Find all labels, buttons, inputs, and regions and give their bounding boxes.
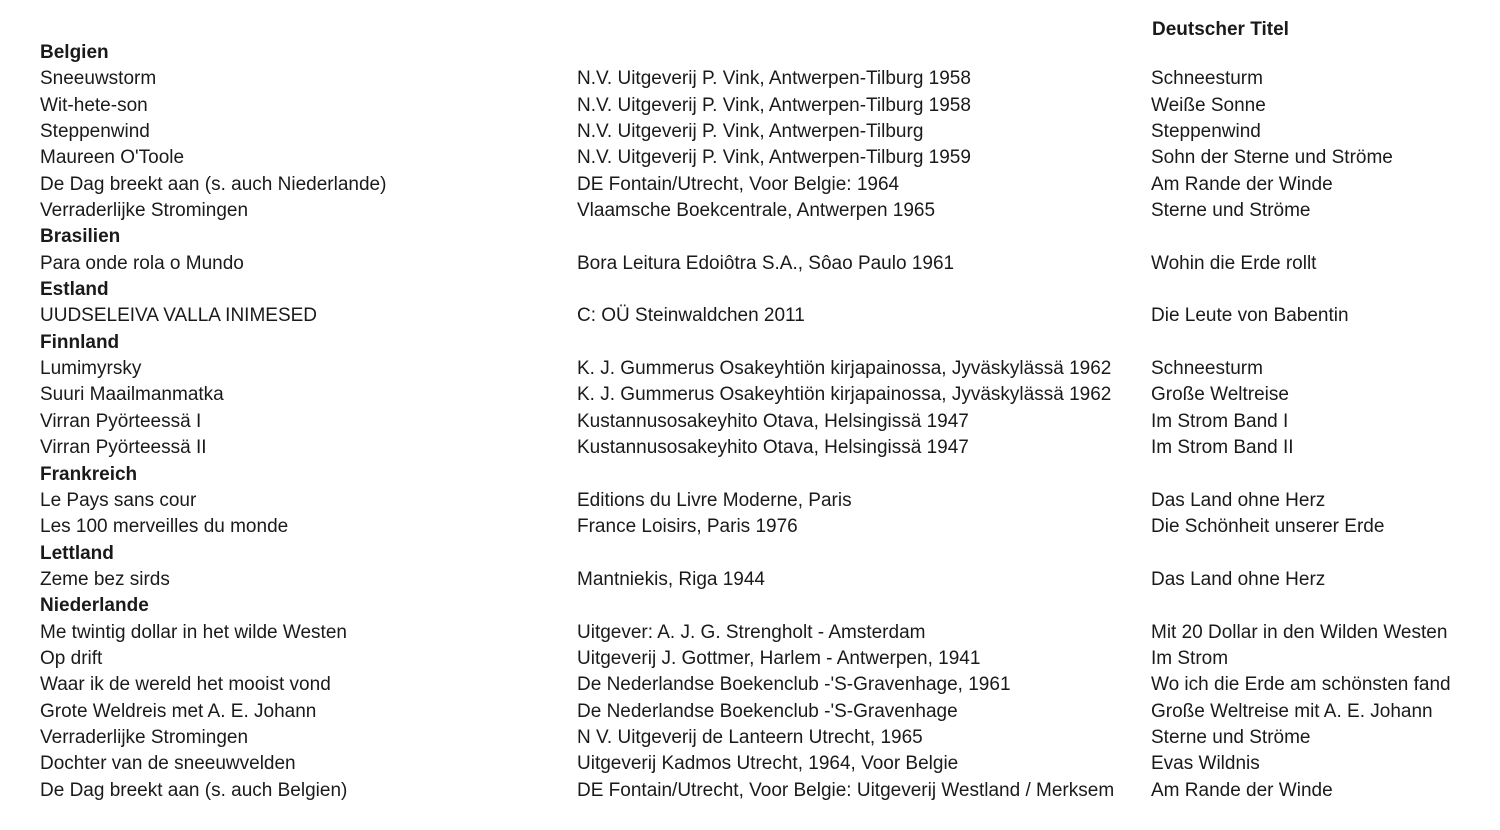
foreign-title: Virran Pyörteessä I bbox=[40, 410, 202, 432]
country-heading bbox=[0, 593, 1500, 619]
publisher-info: N.V. Uitgeverij P. Vink, Antwerpen-Tilburg 1958 bbox=[577, 68, 971, 90]
german-title: Am Rande der Winde bbox=[1151, 173, 1333, 195]
list-item bbox=[0, 303, 1500, 329]
publisher-info: K. J. Gummerus Osakeyhtiön kirjapainossa, Jyväskylässä 1962 bbox=[577, 384, 1112, 406]
publisher-info: Uitgeverij J. Gottmer, Harlem - Antwerpen, 1941 bbox=[577, 647, 981, 669]
german-title: Große Weltreise mit A. E. Johann bbox=[1151, 700, 1433, 722]
country-heading bbox=[0, 224, 1500, 250]
list-item bbox=[0, 699, 1500, 725]
list-item bbox=[0, 409, 1500, 435]
publisher-info: Mantniekis, Riga 1944 bbox=[577, 568, 765, 590]
list-item bbox=[0, 435, 1500, 461]
german-title: Sohn der Sterne und Ströme bbox=[1151, 147, 1393, 169]
list-item bbox=[0, 145, 1500, 171]
publisher-info: De Nederlandse Boekenclub -'S-Gravenhage, 1961 bbox=[577, 674, 1011, 696]
country-name: Estland bbox=[40, 279, 109, 301]
german-title: Im Strom Band I bbox=[1151, 410, 1289, 432]
list-item bbox=[0, 251, 1500, 277]
german-title: Große Weltreise bbox=[1151, 384, 1289, 406]
foreign-title: Virran Pyörteessä II bbox=[40, 437, 207, 459]
publisher-info: Kustannusosakeyhito Otava, Helsingissä 1947 bbox=[577, 410, 969, 432]
german-title: Im Strom bbox=[1151, 647, 1229, 669]
german-title: Im Strom Band II bbox=[1151, 437, 1294, 459]
list-item bbox=[0, 66, 1500, 92]
list-item bbox=[0, 172, 1500, 198]
german-title: Wohin die Erde rollt bbox=[1151, 252, 1317, 274]
publisher-info: N.V. Uitgeverij P. Vink, Antwerpen-Tilburg 1959 bbox=[577, 147, 971, 169]
publisher-info: De Nederlandse Boekenclub -'S-Gravenhage bbox=[577, 700, 958, 722]
country-heading bbox=[0, 462, 1500, 488]
publisher-info: Kustannusosakeyhito Otava, Helsingissä 1947 bbox=[577, 437, 969, 459]
list-item bbox=[0, 778, 1500, 804]
publisher-info: Uitgeverij Kadmos Utrecht, 1964, Voor Belgie bbox=[577, 753, 959, 775]
german-title: Am Rande der Winde bbox=[1151, 779, 1333, 801]
german-title: Die Schönheit unserer Erde bbox=[1151, 516, 1385, 538]
german-title: Die Leute von Babentin bbox=[1151, 305, 1349, 327]
publisher-info: Editions du Livre Moderne, Paris bbox=[577, 489, 852, 511]
publisher-info: Bora Leitura Edoiôtra S.A., Sôao Paulo 1961 bbox=[577, 252, 955, 274]
german-title: Wo ich die Erde am schönsten fand bbox=[1151, 674, 1451, 696]
foreign-title: Lumimyrsky bbox=[40, 358, 142, 380]
german-title: Das Land ohne Herz bbox=[1151, 489, 1326, 511]
list-item bbox=[0, 488, 1500, 514]
list-item bbox=[0, 620, 1500, 646]
foreign-title: UUDSELEIVA VALLA INIMESED bbox=[40, 305, 318, 327]
foreign-title: Op drift bbox=[40, 647, 103, 669]
publisher-info: France Loisirs, Paris 1976 bbox=[577, 516, 798, 538]
publisher-info: Uitgever: A. J. G. Strengholt - Amsterdam bbox=[577, 621, 926, 643]
foreign-title: Verraderlijke Stromingen bbox=[40, 200, 249, 222]
german-title: Sterne und Ströme bbox=[1151, 726, 1311, 748]
foreign-title: Steppenwind bbox=[40, 121, 150, 143]
foreign-title: Grote Weldreis met A. E. Johann bbox=[40, 700, 317, 722]
foreign-title: De Dag breekt aan (s. auch Niederlande) bbox=[40, 173, 387, 195]
publisher-info: N.V. Uitgeverij P. Vink, Antwerpen-Tilburg 1958 bbox=[577, 94, 971, 116]
country-name: Finnland bbox=[40, 331, 120, 353]
foreign-title: De Dag breekt aan (s. auch Belgien) bbox=[40, 779, 348, 801]
country-heading bbox=[0, 40, 1500, 66]
german-title: Schneesturm bbox=[1151, 358, 1263, 380]
country-name: Brasilien bbox=[40, 226, 121, 248]
translation-list bbox=[0, 40, 1500, 804]
german-title: Evas Wildnis bbox=[1151, 753, 1260, 775]
publisher-info: K. J. Gummerus Osakeyhtiön kirjapainossa, Jyväskylässä 1962 bbox=[577, 358, 1112, 380]
country-heading bbox=[0, 330, 1500, 356]
publisher-info: DE Fontain/Utrecht, Voor Belgie: Uitgeverij Westland / Merksem bbox=[577, 779, 1115, 801]
country-name: Frankreich bbox=[40, 463, 138, 485]
list-item bbox=[0, 382, 1500, 408]
country-name: Belgien bbox=[40, 42, 109, 63]
country-heading bbox=[0, 277, 1500, 303]
list-item bbox=[0, 198, 1500, 224]
country-name: Lettland bbox=[40, 542, 114, 564]
german-title: Steppenwind bbox=[1151, 121, 1261, 143]
list-item bbox=[0, 93, 1500, 119]
german-title: Sterne und Ströme bbox=[1151, 200, 1311, 222]
publisher-info: N V. Uitgeverij de Lanteern Utrecht, 1965 bbox=[577, 726, 923, 748]
list-item bbox=[0, 514, 1500, 540]
foreign-title: Waar ik de wereld het mooist vond bbox=[40, 674, 331, 696]
foreign-title: Zeme bez sirds bbox=[40, 568, 170, 590]
list-item bbox=[0, 356, 1500, 382]
german-title: Schneesturm bbox=[1151, 68, 1263, 90]
list-item bbox=[0, 725, 1500, 751]
foreign-title: Les 100 merveilles du monde bbox=[40, 516, 289, 538]
foreign-title: Sneeuwstorm bbox=[40, 68, 157, 90]
foreign-title: Me twintig dollar in het wilde Westen bbox=[40, 621, 347, 643]
country-name: Niederlande bbox=[40, 595, 149, 617]
list-item bbox=[0, 119, 1500, 145]
german-title: Das Land ohne Herz bbox=[1151, 568, 1326, 590]
publisher-info: C: OÜ Steinwaldchen 2011 bbox=[577, 305, 805, 327]
country-heading bbox=[0, 541, 1500, 567]
publisher-info: Vlaamsche Boekcentrale, Antwerpen 1965 bbox=[577, 200, 936, 222]
foreign-title: Wit-hete-son bbox=[40, 94, 148, 116]
column-header-german-title: Deutscher Titel bbox=[1152, 19, 1289, 40]
foreign-title: Suuri Maailmanmatka bbox=[40, 384, 224, 406]
foreign-title: Verraderlijke Stromingen bbox=[40, 726, 249, 748]
foreign-title: Maureen O'Toole bbox=[40, 147, 185, 169]
list-item bbox=[0, 672, 1500, 698]
german-title: Mit 20 Dollar in den Wilden Westen bbox=[1151, 621, 1448, 643]
foreign-title: Para onde rola o Mundo bbox=[40, 252, 244, 274]
list-item bbox=[0, 567, 1500, 593]
list-item bbox=[0, 751, 1500, 777]
foreign-title: Le Pays sans cour bbox=[40, 489, 197, 511]
publisher-info: N.V. Uitgeverij P. Vink, Antwerpen-Tilburg bbox=[577, 121, 924, 143]
foreign-title: Dochter van de sneeuwvelden bbox=[40, 753, 296, 775]
list-item bbox=[0, 646, 1500, 672]
german-title: Weiße Sonne bbox=[1151, 94, 1266, 116]
publisher-info: DE Fontain/Utrecht, Voor Belgie: 1964 bbox=[577, 173, 900, 195]
